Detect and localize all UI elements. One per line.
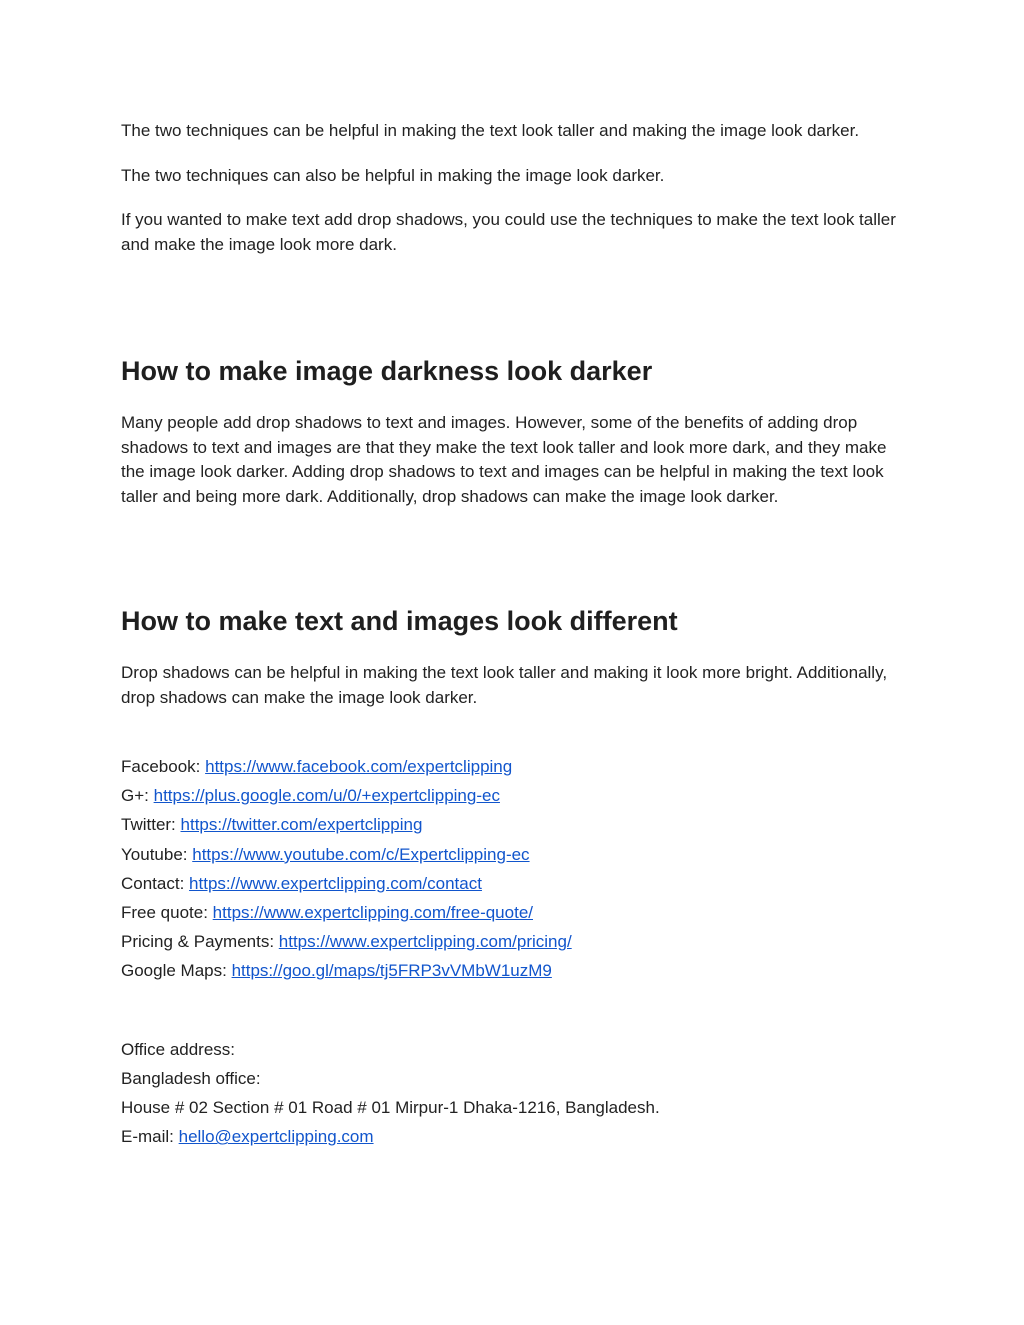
link-label-facebook: Facebook: — [121, 757, 206, 776]
social-links-list — [121, 752, 911, 986]
youtube-link[interactable]: https://www.youtube.com/c/Expertclipping-ec — [192, 844, 530, 864]
link-row-contact — [121, 869, 911, 898]
office-title: Office address: — [121, 1039, 236, 1059]
twitter-link[interactable]: https://twitter.com/expertclipping — [180, 815, 423, 835]
office-subtitle: Bangladesh office: — [121, 1068, 261, 1088]
link-label-free-quote: Free quote: — [121, 903, 213, 923]
link-label-google-maps: Google Maps: — [121, 961, 232, 981]
contact-link[interactable]: https://www.expertclipping.com/contact — [189, 873, 482, 893]
office-address-block — [121, 1035, 911, 1152]
office-email-row — [121, 1122, 911, 1151]
link-row-pricing — [121, 927, 911, 956]
intro-paragraph-2: The two techniques can also be helpful in making the image look darker. — [121, 165, 665, 185]
link-row-facebook — [121, 752, 911, 781]
link-row-googleplus — [121, 781, 911, 810]
link-label-twitter: Twitter: — [121, 815, 181, 835]
link-row-free-quote — [121, 898, 911, 927]
link-row-google-maps — [121, 956, 911, 985]
section-body-image-darkness: Many people add drop shadows to text and images. However, some of the benefits of adding drop shadows to text and images are that they make the text look taller and look more dark, and they make the image look darker. Adding drop shadows to text and images can be helpful in making the text look taller and being more dark. Additionally, drop shadows can make the image look darker. — [121, 413, 887, 506]
intro-paragraph-3: If you wanted to make text add drop shadows, you could use the techniques to make the text look taller and make the image look more dark. — [121, 210, 896, 254]
link-label-youtube: Youtube: — [121, 844, 193, 864]
email-link[interactable]: hello@expertclipping.com — [178, 1127, 374, 1147]
section-body-text-images-different: Drop shadows can be helpful in making the text look taller and making it look more bright. Additionally, drop shadows can make the image look darker. — [121, 663, 888, 707]
facebook-link[interactable]: https://www.facebook.com/expertclipping — [205, 757, 513, 776]
document-page — [121, 119, 911, 1151]
link-label-contact: Contact: — [121, 873, 190, 893]
googleplus-link[interactable]: https://plus.google.com/u/0/+expertclipping-ec — [153, 786, 500, 806]
link-row-twitter — [121, 810, 911, 839]
email-label: E-mail: — [121, 1127, 179, 1147]
link-label-pricing: Pricing & Payments: — [121, 932, 279, 952]
pricing-link[interactable]: https://www.expertclipping.com/pricing/ — [278, 932, 572, 952]
link-row-youtube — [121, 840, 911, 869]
section-heading-text-images-different: How to make text and images look different — [121, 606, 678, 636]
free-quote-link[interactable]: https://www.expertclipping.com/free-quote/ — [212, 903, 533, 923]
intro-paragraph-1: The two techniques can be helpful in making the text look taller and making the image look darker. — [121, 121, 860, 140]
google-maps-link[interactable]: https://goo.gl/maps/tj5FRP3vVMbW1uzM9 — [231, 961, 552, 981]
section-heading-image-darkness: How to make image darkness look darker — [121, 356, 653, 386]
office-address: House # 02 Section # 01 Road # 01 Mirpur-1 Dhaka-1216, Bangladesh. — [121, 1098, 660, 1118]
link-label-googleplus: G+: — [121, 786, 154, 806]
